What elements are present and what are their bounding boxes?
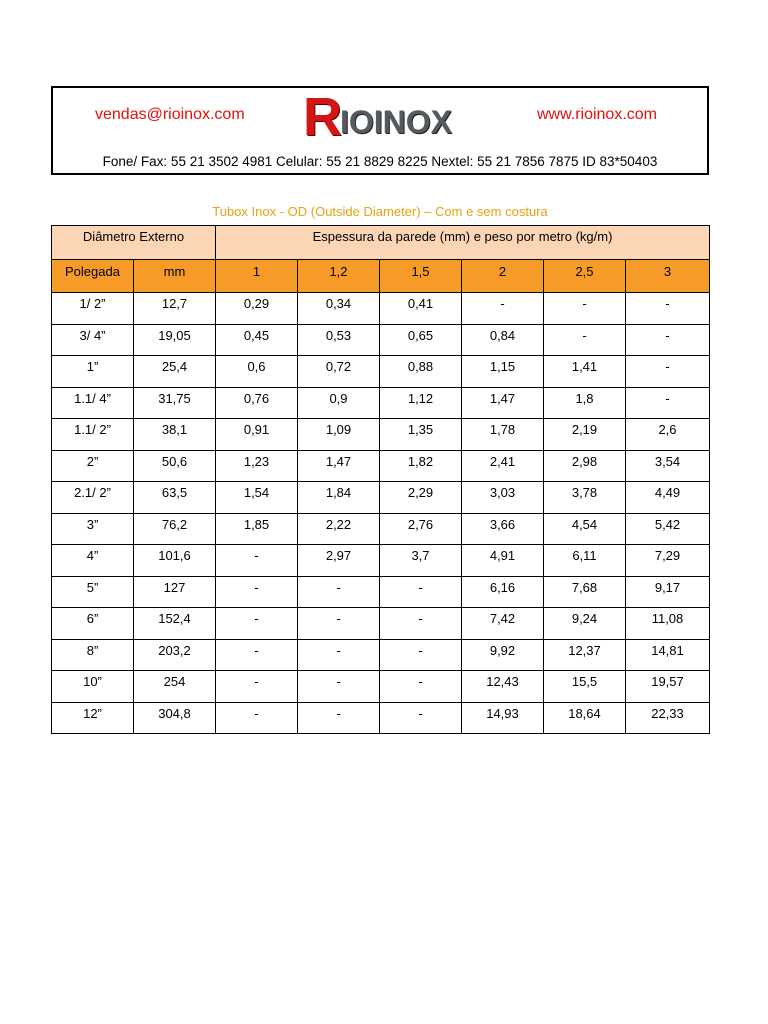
- table-cell: -: [298, 639, 380, 671]
- logo-letter-r: R: [303, 87, 340, 147]
- table-cell: 38,1: [134, 419, 216, 451]
- table-row: [52, 324, 710, 356]
- column-header: 1,5: [380, 260, 462, 293]
- table-cell: 6,16: [462, 576, 544, 608]
- table-cell: 304,8: [134, 702, 216, 734]
- rioinox-logo: [303, 87, 453, 147]
- column-header-row: [52, 260, 710, 293]
- table-cell: -: [216, 639, 298, 671]
- table-cell: 6,11: [544, 545, 626, 577]
- table-cell: 4,54: [544, 513, 626, 545]
- table-cell: 3,54: [626, 450, 710, 482]
- table-cell: -: [544, 324, 626, 356]
- table-cell: 25,4: [134, 356, 216, 388]
- table-cell: 11,08: [626, 608, 710, 640]
- table-cell: 12”: [52, 702, 134, 734]
- table-cell: 14,81: [626, 639, 710, 671]
- table-cell: 1,15: [462, 356, 544, 388]
- table-cell: 0,84: [462, 324, 544, 356]
- table-cell: 63,5: [134, 482, 216, 514]
- table-cell: 254: [134, 671, 216, 703]
- table-cell: -: [298, 671, 380, 703]
- table-cell: -: [380, 671, 462, 703]
- table-cell: -: [380, 576, 462, 608]
- table-cell: 1,8: [544, 387, 626, 419]
- table-cell: 5,42: [626, 513, 710, 545]
- table-cell: -: [216, 702, 298, 734]
- table-cell: -: [544, 293, 626, 325]
- table-row: [52, 576, 710, 608]
- table-cell: 1.1/ 4”: [52, 387, 134, 419]
- group-header-diameter: Diâmetro Externo: [52, 226, 216, 260]
- table-cell: 7,68: [544, 576, 626, 608]
- table-cell: -: [298, 608, 380, 640]
- table-cell: 5”: [52, 576, 134, 608]
- table-cell: -: [216, 608, 298, 640]
- table-row: [52, 608, 710, 640]
- logo-text: IOINOX: [340, 104, 453, 140]
- table-cell: 6”: [52, 608, 134, 640]
- table-row: [52, 702, 710, 734]
- website-link[interactable]: www.rioinox.com: [536, 106, 657, 123]
- table-cell: -: [216, 545, 298, 577]
- table-cell: -: [626, 387, 710, 419]
- table-cell: 1,84: [298, 482, 380, 514]
- column-header: mm: [134, 260, 216, 293]
- column-header: 3: [626, 260, 710, 293]
- table-cell: 1,23: [216, 450, 298, 482]
- table-cell: 1,09: [298, 419, 380, 451]
- column-header: 2: [462, 260, 544, 293]
- table-cell: -: [626, 293, 710, 325]
- table-cell: 1,47: [462, 387, 544, 419]
- group-header-thickness: Espessura da parede (mm) e peso por metro (kg/m): [216, 226, 710, 260]
- tube-spec-table: [51, 225, 710, 734]
- table-row: [52, 387, 710, 419]
- table-cell: 9,17: [626, 576, 710, 608]
- table-row: [52, 356, 710, 388]
- table-cell: 15,5: [544, 671, 626, 703]
- table-cell: 14,93: [462, 702, 544, 734]
- column-header: 1: [216, 260, 298, 293]
- table-cell: 152,4: [134, 608, 216, 640]
- table-cell: 12,43: [462, 671, 544, 703]
- table-cell: 4,49: [626, 482, 710, 514]
- table-cell: -: [380, 639, 462, 671]
- table-cell: 9,24: [544, 608, 626, 640]
- table-cell: 3,66: [462, 513, 544, 545]
- table-cell: 0,34: [298, 293, 380, 325]
- table-cell: 2,76: [380, 513, 462, 545]
- table-cell: 7,29: [626, 545, 710, 577]
- table-cell: -: [298, 702, 380, 734]
- table-cell: 0,6: [216, 356, 298, 388]
- table-cell: 2.1/ 2”: [52, 482, 134, 514]
- table-cell: 101,6: [134, 545, 216, 577]
- table-cell: 203,2: [134, 639, 216, 671]
- table-cell: 0,88: [380, 356, 462, 388]
- table-cell: 76,2: [134, 513, 216, 545]
- table-row: [52, 293, 710, 325]
- table-cell: 7,42: [462, 608, 544, 640]
- table-cell: 2,19: [544, 419, 626, 451]
- table-cell: 2,97: [298, 545, 380, 577]
- table-cell: -: [626, 356, 710, 388]
- table-cell: 18,64: [544, 702, 626, 734]
- table-cell: 0,45: [216, 324, 298, 356]
- table-row: [52, 545, 710, 577]
- table-cell: 3”: [52, 513, 134, 545]
- table-cell: -: [380, 702, 462, 734]
- table-cell: 9,92: [462, 639, 544, 671]
- table-cell: 1,85: [216, 513, 298, 545]
- table-row: [52, 671, 710, 703]
- table-cell: 1,78: [462, 419, 544, 451]
- table-cell: 0,9: [298, 387, 380, 419]
- table-cell: 12,37: [544, 639, 626, 671]
- table-cell: 0,65: [380, 324, 462, 356]
- table-cell: 1,82: [380, 450, 462, 482]
- column-header: Polegada: [52, 260, 134, 293]
- table-cell: 0,76: [216, 387, 298, 419]
- table-cell: 4”: [52, 545, 134, 577]
- table-cell: 127: [134, 576, 216, 608]
- header-box: [51, 86, 709, 175]
- table-cell: 1/ 2”: [52, 293, 134, 325]
- table-cell: 8”: [52, 639, 134, 671]
- table-cell: -: [298, 576, 380, 608]
- table-cell: 2”: [52, 450, 134, 482]
- table-row: [52, 419, 710, 451]
- table-cell: 1,35: [380, 419, 462, 451]
- table-cell: -: [462, 293, 544, 325]
- table-cell: 0,72: [298, 356, 380, 388]
- group-header-row: [52, 226, 710, 260]
- table-cell: 3,78: [544, 482, 626, 514]
- column-header: 2,5: [544, 260, 626, 293]
- table-row: [52, 482, 710, 514]
- table-cell: 2,29: [380, 482, 462, 514]
- table-cell: 1.1/ 2”: [52, 419, 134, 451]
- table-cell: 10”: [52, 671, 134, 703]
- table-cell: 0,53: [298, 324, 380, 356]
- contact-line: Fone/ Fax: 55 21 3502 4981 Celular: 55 21 8829 8225 Nextel: 55 21 7856 7875 ID 83*50403: [102, 154, 658, 169]
- table-cell: 0,91: [216, 419, 298, 451]
- table-cell: -: [380, 608, 462, 640]
- table-cell: 2,41: [462, 450, 544, 482]
- table-body: [52, 293, 710, 734]
- table-cell: 3/ 4”: [52, 324, 134, 356]
- table-row: [52, 513, 710, 545]
- table-title: Tubox Inox - OD (Outside Diameter) – Com e sem costura: [212, 204, 548, 219]
- table-cell: 3,7: [380, 545, 462, 577]
- table-cell: 4,91: [462, 545, 544, 577]
- table-cell: 1,41: [544, 356, 626, 388]
- table-cell: 1,12: [380, 387, 462, 419]
- table-cell: 50,6: [134, 450, 216, 482]
- table-cell: 19,57: [626, 671, 710, 703]
- table-row: [52, 450, 710, 482]
- table-cell: 0,29: [216, 293, 298, 325]
- table-cell: 2,22: [298, 513, 380, 545]
- table-row: [52, 639, 710, 671]
- table-cell: 22,33: [626, 702, 710, 734]
- table-cell: 1”: [52, 356, 134, 388]
- column-header: 1,2: [298, 260, 380, 293]
- table-cell: 19,05: [134, 324, 216, 356]
- table-cell: 2,98: [544, 450, 626, 482]
- table-cell: -: [216, 576, 298, 608]
- table-cell: 1,47: [298, 450, 380, 482]
- table-cell: 3,03: [462, 482, 544, 514]
- email-link[interactable]: vendas@rioinox.com: [95, 106, 245, 123]
- table-cell: 31,75: [134, 387, 216, 419]
- table-cell: 1,54: [216, 482, 298, 514]
- table-cell: -: [626, 324, 710, 356]
- table-cell: 0,41: [380, 293, 462, 325]
- table-cell: -: [216, 671, 298, 703]
- table-cell: 12,7: [134, 293, 216, 325]
- table-cell: 2,6: [626, 419, 710, 451]
